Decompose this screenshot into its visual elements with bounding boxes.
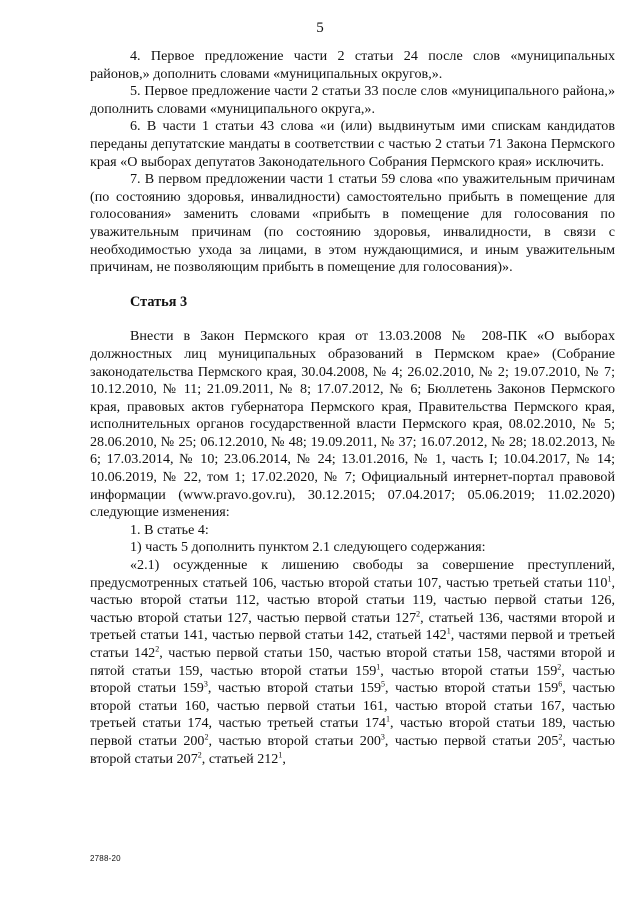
superscript: 1 bbox=[446, 626, 451, 636]
subpoint-1: 1) часть 5 дополнить пунктом 2.1 следующего содержания: bbox=[130, 539, 486, 556]
superscript: 2 bbox=[197, 749, 202, 759]
superscript: 2 bbox=[557, 661, 562, 671]
clause-text: , частью второй статьи 160, частью первой статьи 161, частью второй статьи 167, частью третьей статьи 174, частью третьей статьи 174 bbox=[90, 680, 615, 732]
clause-text: , статьей 136, частями второй и третьей статьи 141, частью первой статьи 142, статьей 142 bbox=[90, 609, 615, 644]
superscript: 6 bbox=[558, 679, 563, 689]
clause-text: , частью второй статьи 112, частью второй статьи 119, частью первой статьи 126, частью второй статьи 127, частью первой статьи 127 bbox=[90, 574, 615, 626]
superscript: 2 bbox=[155, 644, 160, 654]
amendment-item-7: 7. В первом предложении части 1 статьи 59 слова «по уважительным причинам (по состоянию здоровья, инвалидности) самостоятельно прибыть в помещение для голосования» заменить словами «прибыть в помещение для голосования по уважительным причинам (по состоянию здоровья, инвалидности, в связи с необходимостью ухода за лицами, в этом нуждающимися, и иным уважительным причинам, не позволяющим прибыть в помещение для голосования)». bbox=[90, 171, 615, 276]
clause-text: , bbox=[282, 750, 286, 767]
document-body bbox=[90, 48, 615, 768]
clause-text: , частью второй статьи 159 bbox=[385, 680, 559, 697]
superscript: 5 bbox=[381, 679, 386, 689]
superscript: 1 bbox=[376, 661, 381, 671]
clause-text: , статьей 212 bbox=[201, 750, 279, 767]
amendment-item-5: 5. Первое предложение части 2 статьи 33 после слов «муниципального района,» дополнить словами «муниципального округа,». bbox=[90, 83, 615, 117]
amendment-item-6: 6. В части 1 статьи 43 слова «и (или) выдвинутым ими спискам кандидатов переданы депутатские мандаты в соответствии с частью 2 статьи 71 Закона Пермского края «О выборах депутатов Законодательного Собрания Пермского края» исключить. bbox=[90, 118, 615, 170]
clause-text: , частями первой и третьей статьи 142 bbox=[90, 627, 615, 661]
clause-text: , частью второй статьи 189, частью первой статьи 200 bbox=[90, 715, 615, 749]
superscript: 2 bbox=[558, 732, 563, 742]
clause-text: , частью второй статьи 159 bbox=[380, 662, 558, 679]
article-heading: Статья 3 bbox=[130, 293, 188, 310]
superscript: 2 bbox=[416, 609, 421, 619]
superscript: 1 bbox=[385, 714, 390, 724]
superscript: 1 bbox=[607, 573, 612, 583]
superscript: 2 bbox=[204, 732, 209, 742]
point-1: 1. В статье 4: bbox=[130, 521, 209, 538]
superscript: 1 bbox=[278, 749, 283, 759]
clause-text: , частью второй статьи 200 bbox=[208, 732, 381, 749]
superscript: 3 bbox=[203, 679, 208, 689]
clause-text: , частью второй статьи 159 bbox=[90, 662, 616, 697]
clause-text: , частью второй статьи 159 bbox=[207, 680, 382, 697]
article-intro: Внести в Закон Пермского края от 13.03.2008 № 208-ПК «О выборах должностных лиц муниципальных образований в Пермском крае» (Собрание законодательства Пермского края, 30.04.2008, № 4; 26.02.2010, № 2; 19.07.2010, № 7; 10.12.2010, № 11; 21.09.2011, № 8; 17.07.2012, № 6; Бюллетень Законов Пермского края, правовых актов губернатора Пермского края, Правительства Пермского края, исполнительных органов государственной власти Пермского края, 08.02.2010, № 5; 28.06.2010, № 25; 06.12.2010, № 48; 19.09.2011, № 37; 16.07.2012, № 28; 18.02.2013, № 6; 17.03.2014, № 10; 23.06.2014, № 24; 13.01.2016, № 1, часть I; 10.04.2017, № 14; 10.06.2019, № 22, том 1; 17.02.2020, № 7; Официальный интернет-портал правовой информации (www.pravo.gov.ru), 30.12.2015; 07.04.2017; 05.06.2019; 11.02.2020) следующие изменения: bbox=[90, 328, 615, 521]
document-code: 2788-20 bbox=[90, 854, 121, 863]
clause-text: , частью первой статьи 205 bbox=[384, 732, 559, 749]
page-number: 5 bbox=[316, 20, 324, 36]
clause-text: , частью первой статьи 150, частью второй статьи 158, частями второй и пятой статьи 159, частью второй статьи 159 bbox=[90, 645, 615, 679]
clause-2-1 bbox=[90, 557, 615, 768]
superscript: 3 bbox=[380, 732, 385, 742]
amendment-item-4: 4. Первое предложение части 2 статьи 24 после слов «муниципальных районов,» дополнить словами «муниципальных округов,». bbox=[90, 48, 615, 82]
clause-text: «2.1) осужденные к лишению свободы за совершение преступлений, предусмотренных статьей 106, частью второй статьи 107, частью третьей статьи 110 bbox=[90, 557, 615, 591]
clause-text: , частью второй статьи 207 bbox=[90, 732, 615, 767]
